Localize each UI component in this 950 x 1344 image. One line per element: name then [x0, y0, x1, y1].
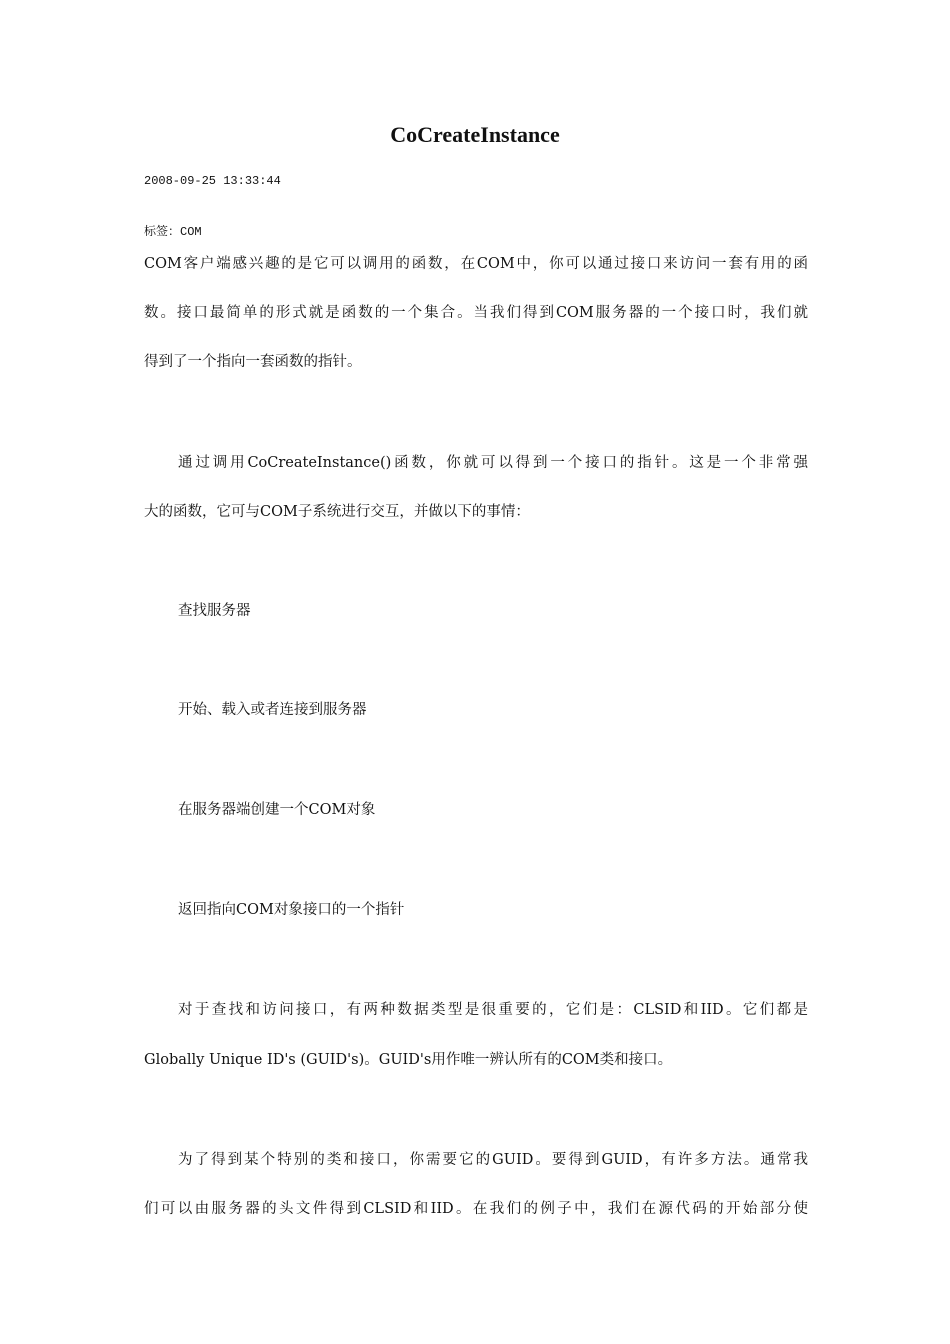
paragraph-7-line-2: Globally Unique ID's (GUID's)。GUID's用作唯一辨认所有的COM类和接口。: [144, 1052, 673, 1068]
paragraph-7-line-1: 对于查找和访问接口，有两种数据类型是很重要的，它们是：CLSID和IID。它们都是: [178, 1002, 808, 1018]
paragraph-1-line-3: 得到了一个指向一套函数的指针。: [144, 354, 362, 370]
step-load-server: 开始、载入或者连接到服务器: [178, 702, 367, 718]
page-title: CoCreateInstance: [390, 122, 560, 147]
paragraph-8-line-2: 们可以由服务器的头文件得到CLSID和IID。在我们的例子中，我们在源代码的开始部分使: [144, 1201, 808, 1217]
tag-link-com[interactable]: COM: [180, 225, 202, 239]
post-timestamp: 2008-09-25 13:33:44: [144, 174, 281, 188]
paragraph-1-line-2: 数。接口最简单的形式就是函数的一个集合。当我们得到COM服务器的一个接口时，我们就: [144, 305, 808, 321]
paragraph-8-line-1: 为了得到某个特别的类和接口，你需要它的GUID。要得到GUID，有许多方法。通常我: [178, 1152, 808, 1168]
step-find-server: 查找服务器: [178, 603, 251, 619]
paragraph-1-line-1: COM客户端感兴趣的是它可以调用的函数，在COM中，你可以通过接口来访问一套有用的函: [144, 256, 808, 272]
post-tags: [144, 223, 202, 240]
paragraph-2-line-2: 大的函数，它可与COM子系统进行交互，并做以下的事情：: [144, 504, 530, 520]
tags-label: 标签：: [144, 224, 181, 238]
step-return-pointer: 返回指向COM对象接口的一个指针: [178, 902, 405, 918]
paragraph-2-line-1: 通过调用CoCreateInstance()函数，你就可以得到一个接口的指针。这是一个非常强: [178, 455, 808, 471]
step-create-object: 在服务器端创建一个COM对象: [178, 802, 376, 818]
